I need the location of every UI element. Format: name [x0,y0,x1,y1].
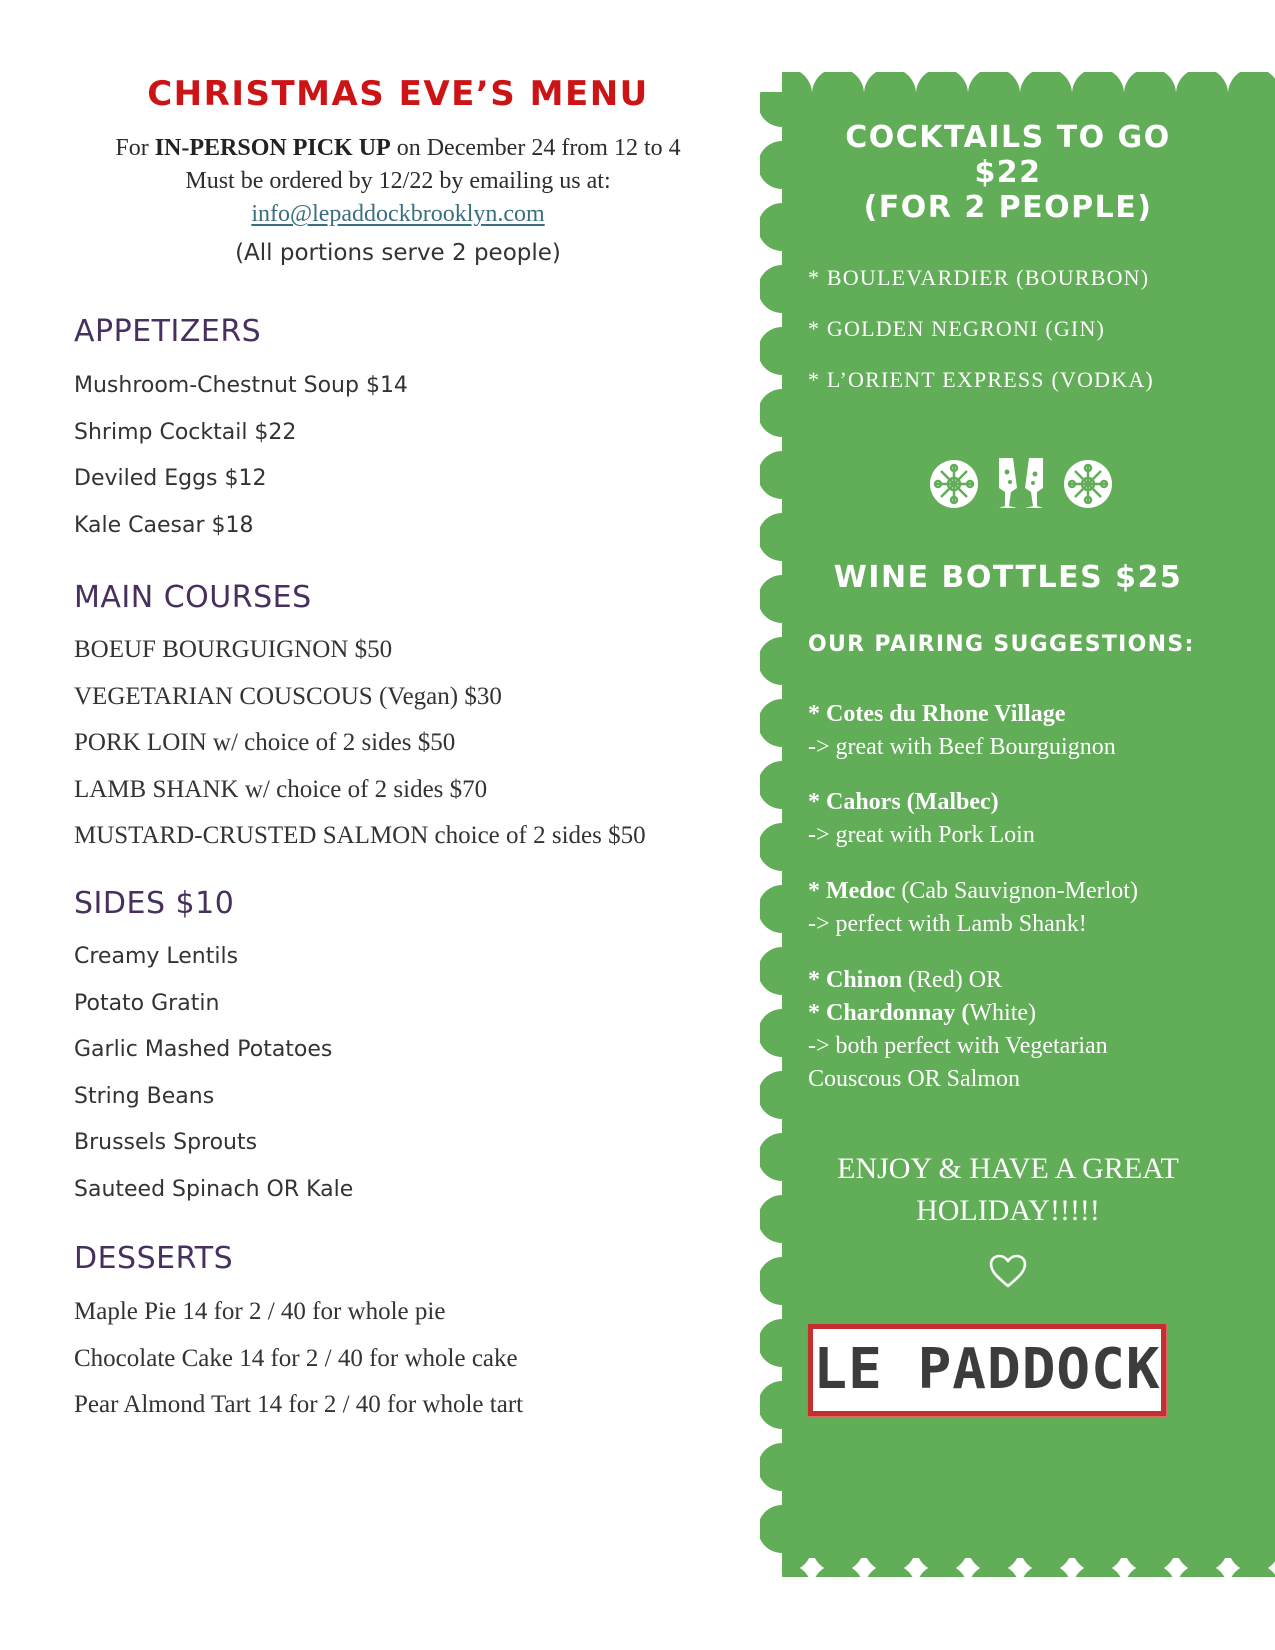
list-item: LAMB SHANK w/ choice of 2 sides $70 [74,775,488,803]
list-item: String Beans [74,1083,215,1109]
heart-icon [988,1254,1028,1290]
list-item: PORK LOIN w/ choice of 2 sides $50 [74,729,456,756]
cocktails-heading: COCKTAILS TO GO $22 [845,120,1171,190]
closing-message: ENJOY & HAVE A GREAT HOLIDAY!!!!! [837,1152,1179,1227]
cocktails-subheading: (FOR 2 PEOPLE) [863,190,1153,225]
list-item: Sauteed Spinach OR Kale [74,1176,354,1202]
list-item: Mushroom-Chestnut Soup $14 [74,373,408,398]
list-item: Potato Gratin [74,990,220,1016]
list-item: BOEUF BOURGUIGNON $50 [74,636,393,663]
list-item: Pear Almond Tart 14 for 2 / 40 for whole tart [74,1391,524,1418]
snowflake-icon [930,460,978,508]
list-item: Shrimp Cocktail $22 [74,419,297,445]
drinks-panel [808,72,1248,1572]
list-item: Kale Caesar $18 [74,512,254,538]
wine-pairing-3: * Medoc (Cab Sauvignon-Merlot) -> perfect with Lamb Shank! [808,878,1138,937]
email-link[interactable]: info@lepaddockbrooklyn.com [251,201,545,227]
holiday-ornaments [926,454,1116,514]
appetizers-heading: APPETIZERS [74,314,262,349]
wine-pairing-1: * Cotes du Rhone Village -> great with Beef Bourguignon [808,701,1116,760]
appetizers-list [74,363,408,549]
pickup-line: For IN-PERSON PICK UP on December 24 from 12 to 4 [115,135,681,161]
portions-note: (All portions serve 2 people) [235,240,561,266]
list-item: Deviled Eggs $12 [74,466,267,491]
list-item: Garlic Mashed Potatoes [74,1037,333,1062]
list-item: MUSTARD-CRUSTED SALMON choice of 2 sides $50 [74,822,646,849]
list-item: Creamy Lentils [74,944,239,969]
list-item: * BOULEVARDIER (BOURBON) [808,265,1150,290]
list-item: Brussels Sprouts [74,1130,258,1155]
list-item: Chocolate Cake 14 for 2 / 40 for whole cake [74,1344,518,1372]
sides-list [74,934,353,1213]
order-deadline: Must be ordered by 12/22 by emailing us at: [185,168,611,194]
desserts-heading: DESSERTS [74,1241,234,1276]
page-title: CHRISTMAS EVE’S MENU [147,74,649,114]
le-paddock-logo: LE PADDOCK [808,1324,1166,1416]
snowflake-icon [1064,460,1112,508]
desserts-list [74,1289,523,1429]
wine-pairing-2: * Cahors (Malbec) -> great with Pork Loin [808,789,1035,848]
wine-pairing-4: * Chinon (Red) OR * Chardonnay (White) -> both perfect with Vegetarian Couscous OR Salmon [808,967,1108,1092]
intro-block [0,132,796,231]
list-item: VEGETARIAN COUSCOUS (Vegan) $30 [74,682,502,710]
pickup-emphasis: IN-PERSON PICK UP [154,135,391,161]
cocktails-list [808,252,1154,405]
main-courses-list [74,627,646,860]
sides-heading: SIDES $10 [74,886,235,921]
list-item: * GOLDEN NEGRONI (GIN) [808,316,1106,341]
pairing-heading: OUR PAIRING SUGGESTIONS: [808,632,1195,657]
champagne-toast-icon [999,458,1043,508]
wine-heading: WINE BOTTLES $25 [833,560,1183,595]
list-item: * L’ORIENT EXPRESS (VODKA) [808,367,1154,392]
list-item: Maple Pie 14 for 2 / 40 for whole pie [74,1298,446,1325]
main-courses-heading: MAIN COURSES [74,580,312,615]
